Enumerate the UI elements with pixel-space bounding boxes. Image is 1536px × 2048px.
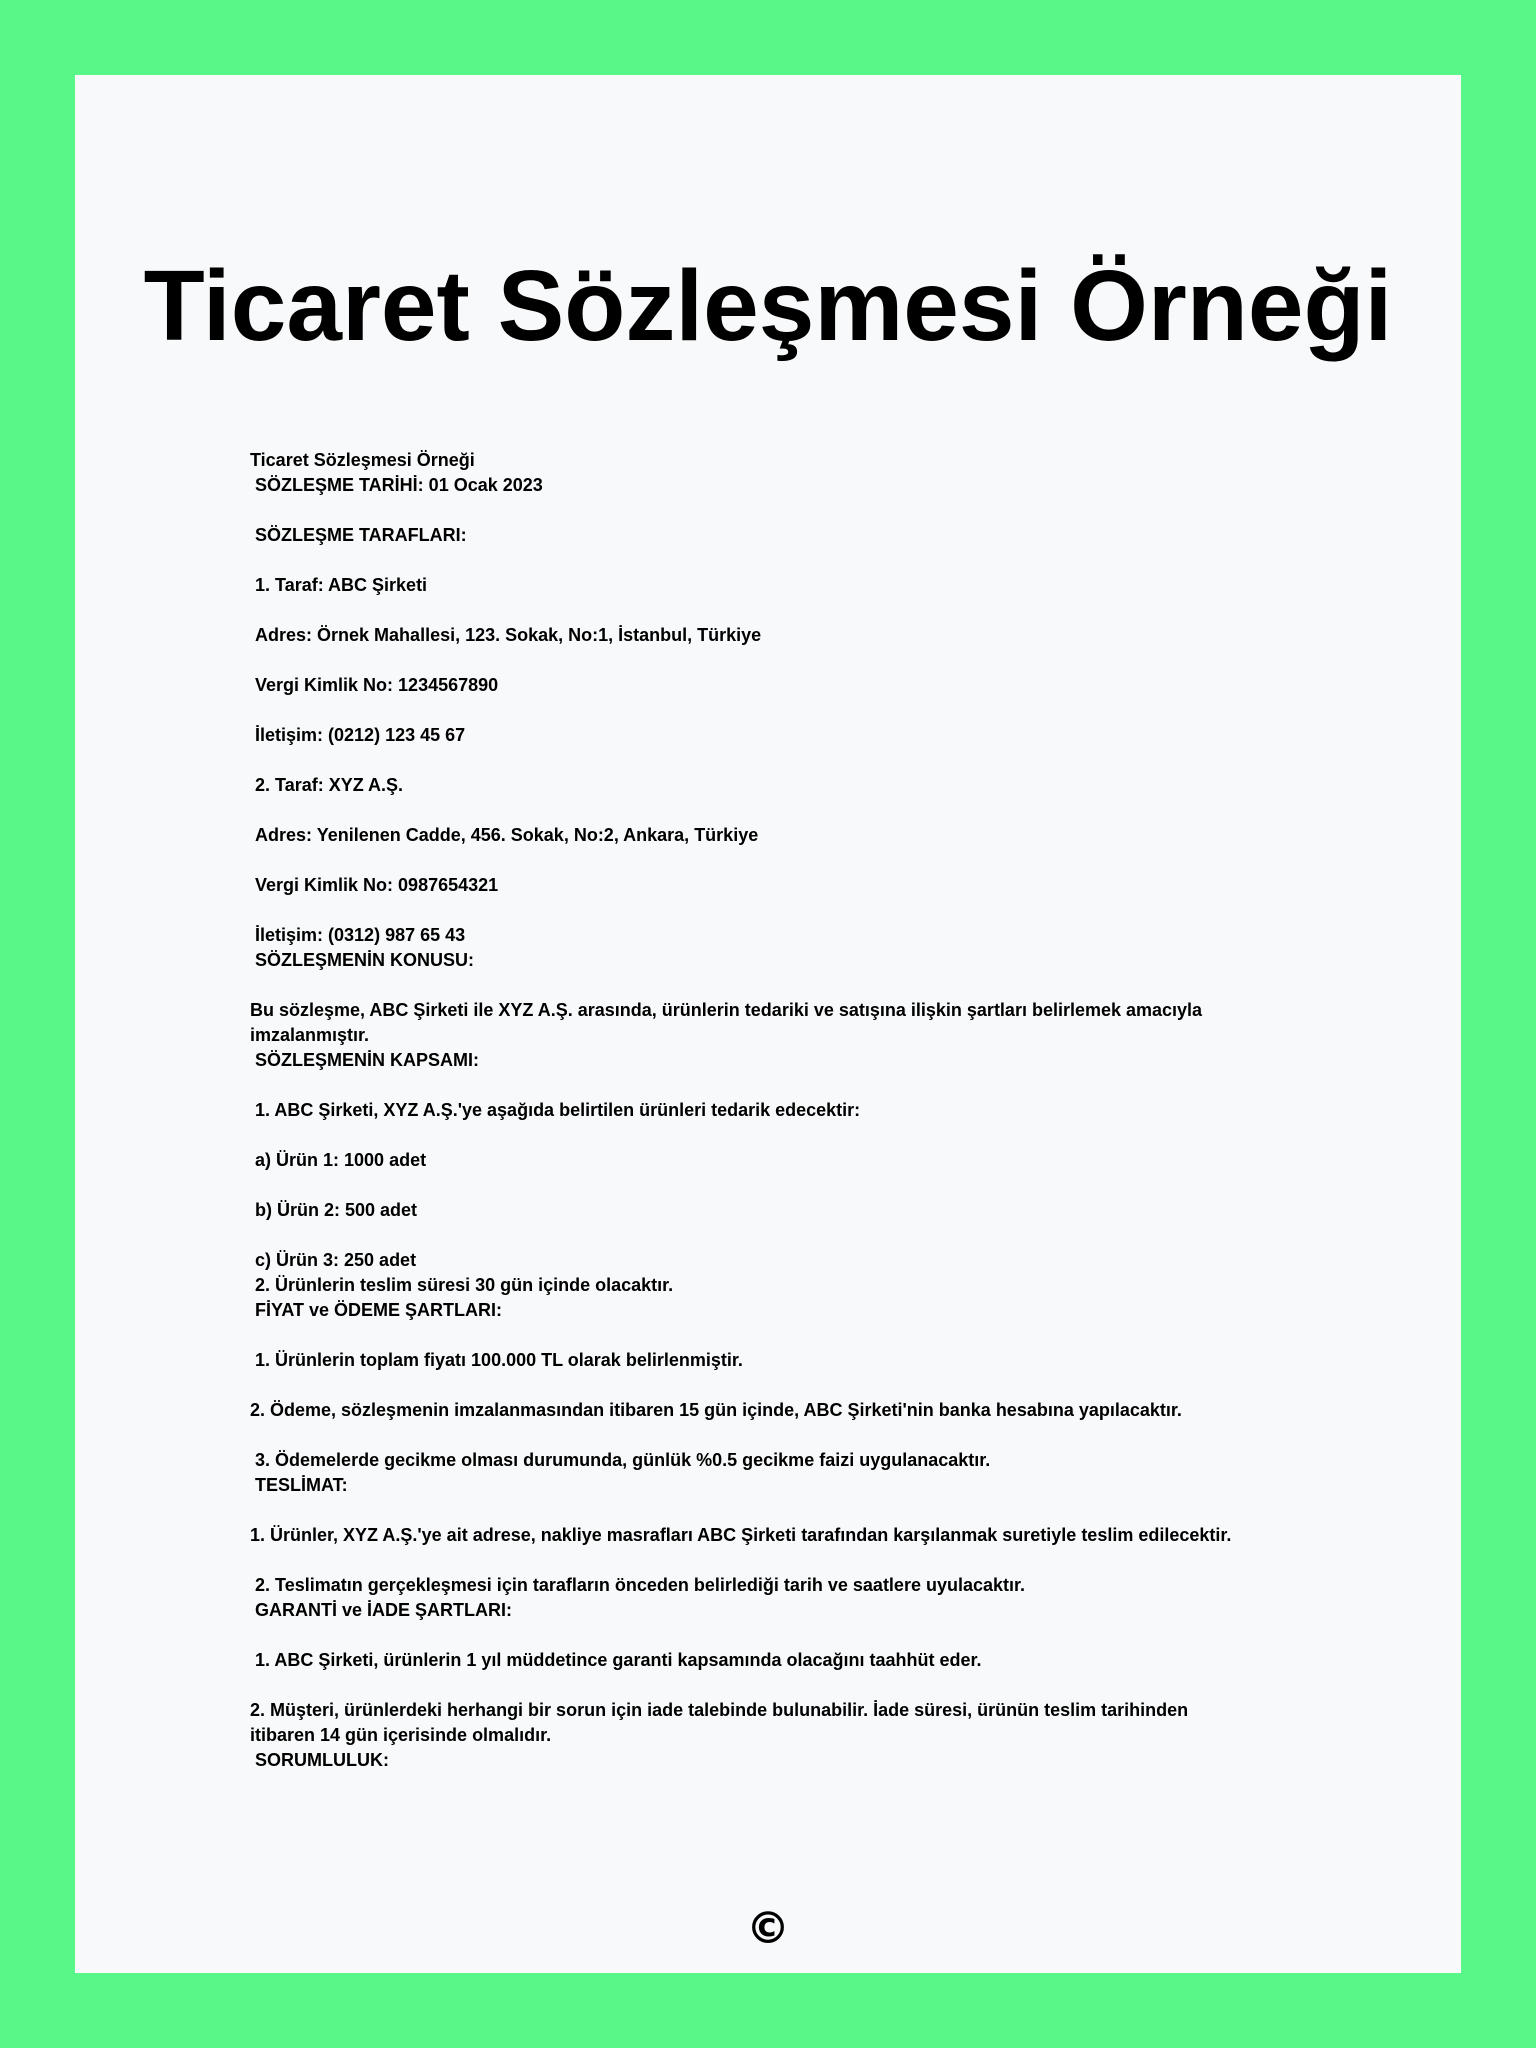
- document-line: 1. Ürünlerin toplam fiyatı 100.000 TL olarak belirlenmiştir.: [250, 1350, 743, 1370]
- document-line: [250, 648, 1250, 673]
- section-heading: FİYAT ve ÖDEME ŞARTLARI:: [250, 1300, 503, 1320]
- document-line: SÖZLEŞME TARİHİ: 01 Ocak 2023: [250, 475, 543, 495]
- document-line: 2. Taraf: XYZ A.Ş.: [250, 775, 404, 795]
- copyright-icon: ©: [746, 1903, 790, 1954]
- document-line: [250, 698, 1250, 723]
- document-paragraph: 1. Ürünler, XYZ A.Ş.'ye ait adrese, nakliye masrafları ABC Şirketi tarafından karşılanmak suretiyle teslim edilecektir.: [250, 1525, 1232, 1545]
- document-paragraph: 2. Müşteri, ürünlerdeki herhangi bir sorun için iade talebinde bulunabilir. İade süresi, ürünün teslim tarihinden itibaren 14 gün içerisinde olmalıdır.: [250, 1700, 1194, 1745]
- document-line: 3. Ödemelerde gecikme olması durumunda, günlük %0.5 gecikme faizi uygulanacaktır.: [250, 1450, 991, 1470]
- document-line: [250, 1373, 1250, 1398]
- document-line: [250, 973, 1250, 998]
- document-line: SÖZLEŞME TARAFLARI:: [250, 525, 467, 545]
- document-line: [250, 1423, 1250, 1448]
- document-line: b) Ürün 2: 500 adet: [250, 1200, 418, 1220]
- document-line: [250, 1123, 1250, 1148]
- document-line: [250, 1073, 1250, 1098]
- document-line: [250, 1173, 1250, 1198]
- section-heading: SORUMLULUK:: [250, 1750, 389, 1770]
- document-line: [250, 1548, 1250, 1573]
- document-line: Ticaret Sözleşmesi Örneği: [250, 450, 475, 470]
- section-heading: SÖZLEŞMENİN KONUSU:: [250, 950, 475, 970]
- page-title: Ticaret Sözleşmesi Örneği: [143, 250, 1393, 362]
- document-line: [250, 1623, 1250, 1648]
- document-line: İletişim: (0312) 987 65 43: [250, 925, 466, 945]
- document-paragraph: Bu sözleşme, ABC Şirketi ile XYZ A.Ş. arasında, ürünlerin tedariki ve satışına ilişkin şartları belirlemek amacıyla imzalanmıştır.: [250, 1000, 1208, 1045]
- document-line: [250, 598, 1250, 623]
- document-line: c) Ürün 3: 250 adet: [250, 1250, 417, 1270]
- document-line: a) Ürün 1: 1000 adet: [250, 1150, 427, 1170]
- document-line: [250, 898, 1250, 923]
- document-line: Adres: Örnek Mahallesi, 123. Sokak, No:1, İstanbul, Türkiye: [250, 625, 762, 645]
- document-page: [75, 75, 1461, 1973]
- document-line: [250, 498, 1250, 523]
- document-line: [250, 798, 1250, 823]
- document-line: 1. Taraf: ABC Şirketi: [250, 575, 428, 595]
- document-line: [250, 1673, 1250, 1698]
- document-line: [250, 748, 1250, 773]
- document-line: [250, 1223, 1250, 1248]
- document-line: Vergi Kimlik No: 0987654321: [250, 875, 499, 895]
- document-line: İletişim: (0212) 123 45 67: [250, 725, 466, 745]
- section-heading: GARANTİ ve İADE ŞARTLARI:: [250, 1600, 513, 1620]
- document-line: 2. Ürünlerin teslim süresi 30 gün içinde olacaktır.: [250, 1275, 674, 1295]
- document-line: 1. ABC Şirketi, ürünlerin 1 yıl müddetince garanti kapsamında olacağını taahhüt eder.: [250, 1650, 982, 1670]
- section-heading: TESLİMAT:: [250, 1475, 348, 1495]
- document-line: Adres: Yenilenen Cadde, 456. Sokak, No:2, Ankara, Türkiye: [250, 825, 759, 845]
- document-line: Vergi Kimlik No: 1234567890: [250, 675, 499, 695]
- document-line: [250, 848, 1250, 873]
- document-paragraph: 2. Ödeme, sözleşmenin imzalanmasından itibaren 15 gün içinde, ABC Şirketi'nin banka hesabına yapılacaktır.: [250, 1400, 1182, 1420]
- document-line: [250, 1498, 1250, 1523]
- document-line: [250, 548, 1250, 573]
- document-line: 2. Teslimatın gerçekleşmesi için tarafların önceden belirlediği tarih ve saatlere uyulacaktır.: [250, 1575, 1026, 1595]
- section-heading: SÖZLEŞMENİN KAPSAMI:: [250, 1050, 480, 1070]
- document-line: [250, 1323, 1250, 1348]
- document-line: 1. ABC Şirketi, XYZ A.Ş.'ye aşağıda belirtilen ürünleri tedarik edecektir:: [250, 1100, 861, 1120]
- document-body: [250, 448, 1250, 1773]
